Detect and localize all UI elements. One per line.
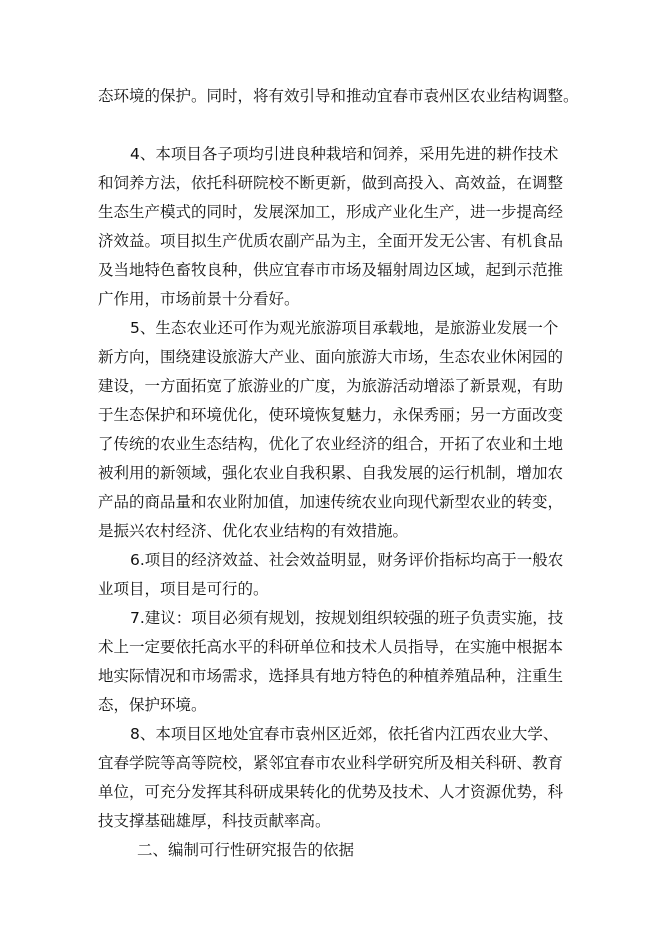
text-line: 于生态保护和环境优化，使环境恢复魅力，永保秀丽；另一方面改变 [98, 406, 564, 424]
text-line: 被利用的新领域，强化农业自我积累、自我发展的运行机制，增加农 [98, 464, 564, 482]
text-line: 广作用，市场前景十分看好。 [98, 290, 300, 308]
text-line: 业项目，项目是可行的。 [98, 580, 269, 598]
text-line: 4、本项目各子项均引进良种栽培和饲养，采用先进的耕作技术 [130, 145, 559, 163]
text-line: 了传统的农业生态结构，优化了农业经济的组合，开拓了农业和土地 [98, 435, 564, 453]
text-line: 新方向，围绕建设旅游大产业、面向旅游大市场，生态农业休闲园的 [98, 348, 564, 366]
text-line: 单位，可充分发挥其科研成果转化的优势及技术、人才资源优势，科 [98, 783, 564, 801]
text-line: 生态生产模式的同时，发展深加工，形成产业化生产，进一步提高经 [98, 203, 564, 221]
text-line: 济效益。项目拟生产优质农副产品为主，全面开发无公害、有机食品 [98, 232, 564, 250]
text-line: 术上一定要依托高水平的科研单位和技术人员指导，在实施中根据本 [98, 638, 564, 656]
text-line: 是振兴农村经济、优化农业结构的有效措施。 [98, 522, 409, 540]
text-line: 和饲养方法，依托科研院校不断更新，做到高投入、高效益，在调整 [98, 174, 564, 192]
text-line: 态环境的保护。同时，将有效引导和推动宜春市袁州区农业结构调整。 [98, 87, 579, 105]
text-line: 技支撑基础雄厚，科技贡献率高。 [98, 812, 331, 830]
text-line: 7.建议：项目必须有规划，按规划组织较强的班子负责实施，技 [130, 609, 564, 627]
text-line: 及当地特色畜牧良种，供应宜春市市场及辐射周边区域，起到示范推 [98, 261, 564, 279]
text-line: 产品的商品量和农业附加值，加速传统农业向现代新型农业的转变， [98, 493, 564, 511]
text-line: 5、生态农业还可作为观光旅游项目承载地，是旅游业发展一个 [130, 319, 559, 337]
text-line: 8、本项目区地处宜春市袁州区近郊，依托省内江西农业大学、 [130, 725, 559, 743]
text-line: 6.项目的经济效益、社会效益明显，财务评价指标均高于一般农 [130, 551, 564, 569]
text-line: 建设，一方面拓宽了旅游业的广度，为旅游活动增添了新景观，有助 [98, 377, 564, 395]
text-line: 宜春学院等高等院校，紧邻宜春市农业科学研究所及相关科研、教育 [98, 754, 564, 772]
text-line: 地实际情况和市场需求，选择具有地方特色的种植养殖品种，注重生 [98, 667, 564, 685]
text-line: 态，保护环境。 [98, 696, 207, 714]
section-heading: 二、编制可行性研究报告的依据 [137, 841, 355, 859]
